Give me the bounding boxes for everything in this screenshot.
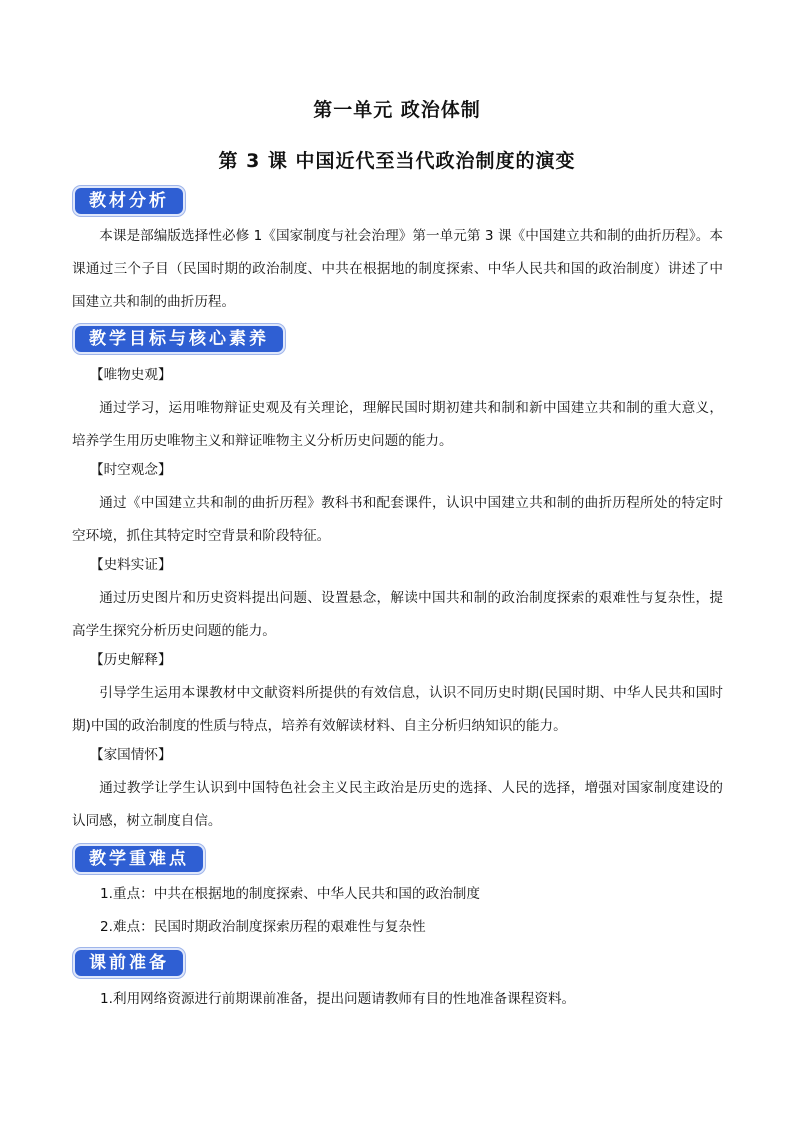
section-badge-analysis: 教材分析 [75, 188, 183, 214]
analysis-paragraph: 本课是部编版选择性必修 1《国家制度与社会治理》第一单元第 3 课《中国建立共和制的曲折历程》。本课通过三个子目（民国时期的政治制度、中共在根据地的制度探索、中华人民共和国的政治制度）讲述了中国建立共和制的曲折历程。 [72, 228, 723, 310]
objective-heading-interpretation: 【历史解释】 [90, 652, 172, 668]
objective-text-spacetime: 通过《中国建立共和制的曲折历程》教科书和配套课件，认识中国建立共和制的曲折历程所处的特定时空环境，抓住其特定时空背景和阶段特征。 [72, 495, 723, 544]
section-badge-objectives: 教学目标与核心素养 [75, 326, 283, 352]
difficulty-item: 2.难点：民国时期政治制度探索历程的艰难性与复杂性 [100, 919, 426, 935]
preparation-item: 1.利用网络资源进行前期课前准备，提出问题请教师有目的性地准备课程资料。 [100, 991, 576, 1007]
section-badge-preparation: 课前准备 [75, 950, 183, 976]
lesson-title: 第 3 课 中国近代至当代政治制度的演变 [218, 150, 576, 172]
objective-heading-spacetime: 【时空观念】 [90, 462, 172, 478]
unit-title: 第一单元 政治体制 [313, 99, 481, 121]
objective-heading-patriotism: 【家国情怀】 [90, 747, 172, 763]
section-badge-key-points: 教学重难点 [75, 846, 203, 872]
key-point-item: 1.重点：中共在根据地的制度探索、中华人民共和国的政治制度 [100, 886, 480, 902]
objective-text-interpretation: 引导学生运用本课教材中文献资料所提供的有效信息，认识不同历史时期(民国时期、中华人民共和国时期)中国的政治制度的性质与特点，培养有效解读材料、自主分析归纳知识的能力。 [72, 685, 723, 734]
objective-heading-materialism: 【唯物史观】 [90, 367, 172, 383]
objective-text-evidence: 通过历史图片和历史资料提出问题、设置悬念，解读中国共和制的政治制度探索的艰难性与复杂性，提高学生探究分析历史问题的能力。 [72, 590, 723, 639]
objective-heading-evidence: 【史料实证】 [90, 557, 172, 573]
objective-text-materialism: 通过学习，运用唯物辩证史观及有关理论，理解民国时期初建共和制和新中国建立共和制的重大意义，培养学生用历史唯物主义和辩证唯物主义分析历史问题的能力。 [72, 400, 723, 449]
objective-text-patriotism: 通过教学让学生认识到中国特色社会主义民主政治是历史的选择、人民的选择，增强对国家制度建设的认同感，树立制度自信。 [72, 780, 723, 829]
